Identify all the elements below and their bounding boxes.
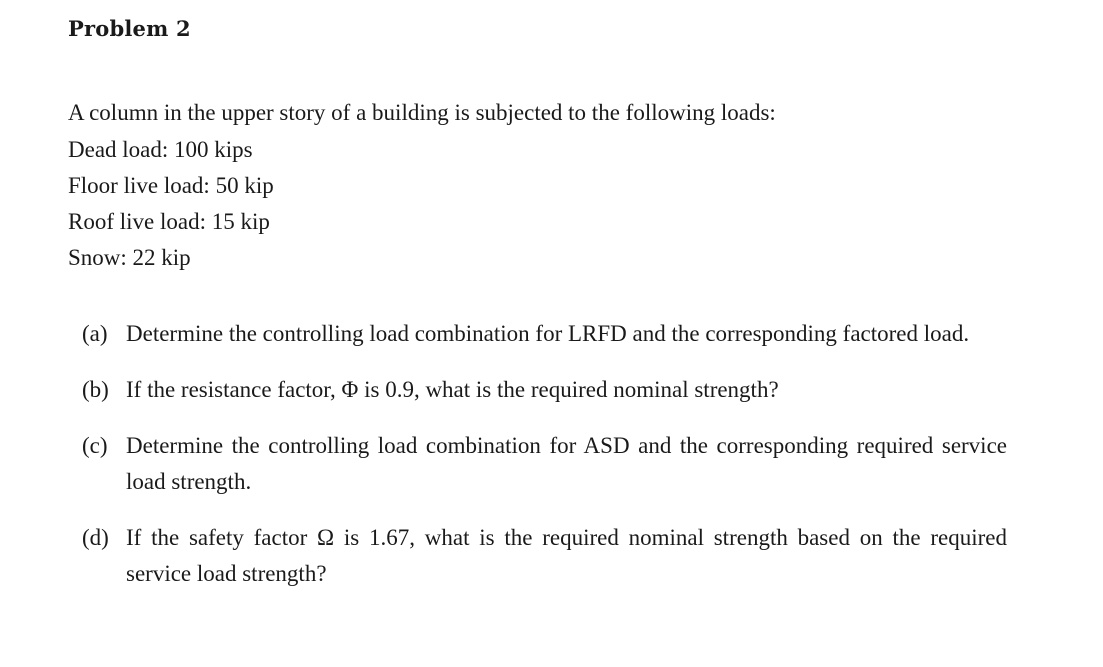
load-item-snow: Snow: 22 kip bbox=[68, 245, 191, 270]
part-label: (d) bbox=[82, 525, 109, 550]
part-text: If the resistance factor, Φ is 0.9, what is the required nominal strength? bbox=[126, 377, 779, 402]
load-item-dead: Dead load: 100 kips bbox=[68, 137, 253, 162]
question-part-b bbox=[82, 372, 1007, 408]
part-text: Determine the controlling load combination for ASD and the corresponding required service load strength. bbox=[126, 433, 1007, 494]
part-label: (b) bbox=[82, 377, 109, 402]
question-parts bbox=[82, 316, 1007, 592]
part-text: Determine the controlling load combination for LRFD and the corresponding factored load. bbox=[126, 321, 970, 346]
question-part-a bbox=[82, 316, 1007, 352]
part-text: If the safety factor Ω is 1.67, what is the required nominal strength based on the required service load strength? bbox=[126, 525, 1007, 586]
load-item-floor-live: Floor live load: 50 kip bbox=[68, 173, 274, 198]
question-part-d bbox=[82, 520, 1007, 592]
load-item-roof-live: Roof live load: 15 kip bbox=[68, 209, 270, 234]
load-list bbox=[68, 136, 274, 280]
problem-title: Problem 2 bbox=[68, 16, 191, 41]
part-label: (a) bbox=[82, 321, 108, 346]
problem-intro: A column in the upper story of a building is subjected to the following loads: bbox=[68, 100, 776, 125]
question-part-c bbox=[82, 428, 1007, 500]
part-label: (c) bbox=[82, 433, 108, 458]
